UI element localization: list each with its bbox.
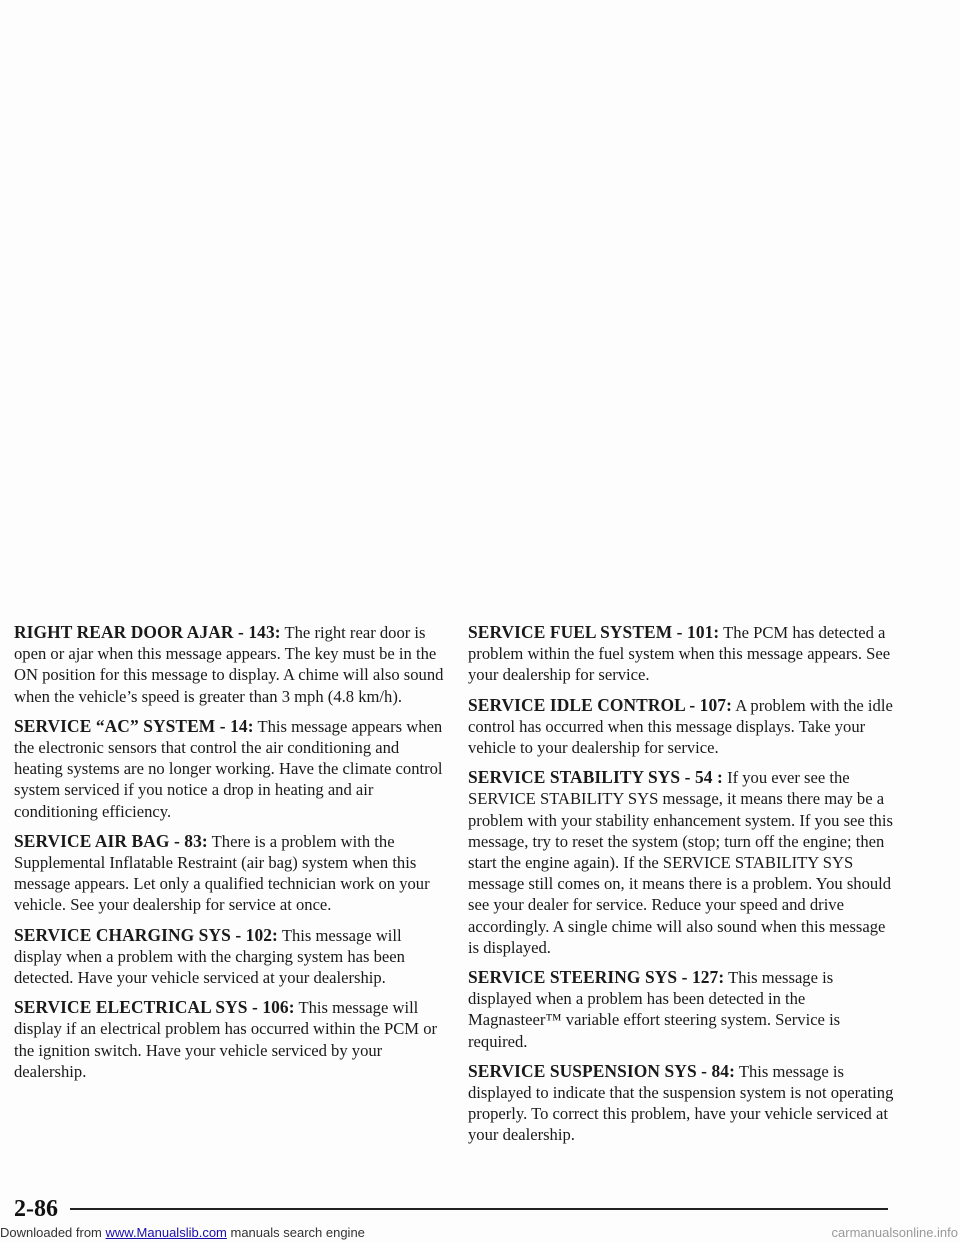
message-entry	[14, 716, 444, 822]
manualslib-link[interactable]: www.Manualslib.com	[105, 1225, 227, 1240]
watermark-text: carmanualsonline.info	[831, 1225, 958, 1240]
message-description: This message is displayed when a problem has been detected in the Magnasteer™ variable effort steering system. Service is required.	[468, 968, 841, 1051]
message-entry	[14, 622, 444, 707]
message-heading: SERVICE STEERING SYS - 127:	[468, 967, 725, 988]
message-heading: SERVICE AIR BAG - 83:	[14, 830, 208, 851]
message-description: This message appears when the electronic sensors that control the air conditioning and heating systems are no longer working. Have the climate control system serviced if you notice a drop in heating and air conditioning efficiency.	[14, 716, 443, 821]
message-entry	[468, 622, 898, 686]
message-heading: SERVICE FUEL SYSTEM - 101:	[468, 622, 720, 642]
message-description: A problem with the idle control has occurred when this message displays. Take your vehicle to your dealership for service.	[468, 695, 893, 758]
message-description: If you ever see the SERVICE STABILITY SYS message, it means there may be a problem with your stability enhancement system. If you see this message, try to reset the system (stop; turn off the engine; then start the engine again). If the SERVICE STABILITY SYS message still comes on, it means there is a problem. You should see your dealer for service. Reduce your speed and drive accordingly. A single chime will also sound when this message is displayed.	[468, 768, 893, 957]
message-description: This message is displayed to indicate that the suspension system is not operating properly. To correct this problem, have your vehicle serviced at your dealership.	[468, 1061, 894, 1145]
message-description: The right rear door is open or ajar when this message appears. The key must be in the ON position for this message to display. A chime will also sound when the vehicle’s speed is greater than 3 mph (4.8 km/h).	[14, 623, 444, 706]
message-heading: SERVICE “AC” SYSTEM - 14:	[14, 715, 254, 736]
message-entry	[468, 967, 898, 1052]
message-heading: SERVICE CHARGING SYS - 102:	[14, 924, 278, 945]
message-entry	[14, 925, 444, 989]
footer-suffix: manuals search engine	[226, 1225, 365, 1240]
message-heading: SERVICE IDLE CONTROL - 107:	[468, 694, 732, 715]
message-heading: SERVICE STABILITY SYS - 54 :	[468, 767, 723, 788]
message-heading: RIGHT REAR DOOR AJAR - 143:	[14, 622, 281, 642]
left-column	[14, 622, 444, 1091]
message-heading: SERVICE ELECTRICAL SYS - 106:	[14, 997, 295, 1018]
message-description: The PCM has detected a problem within the fuel system when this message appears. See your dealership for service.	[468, 623, 891, 685]
message-entry	[468, 1061, 898, 1146]
message-entry	[14, 997, 444, 1082]
message-description: There is a problem with the Supplemental Inflatable Restraint (air bag) system when this message appears. Let only a qualified technician work on your vehicle. See your dealership for service at once.	[14, 831, 430, 915]
message-entry	[468, 767, 898, 958]
footer-rule-divider	[70, 1208, 888, 1210]
message-entry	[468, 695, 898, 759]
message-heading: SERVICE SUSPENSION SYS - 84:	[468, 1060, 735, 1081]
message-description: This message will display when a problem with the charging system has been detected. Have your vehicle serviced at your dealership.	[14, 925, 405, 988]
download-footer	[0, 1224, 960, 1242]
footer-prefix: Downloaded from	[0, 1225, 106, 1240]
message-entry	[14, 831, 444, 916]
right-column	[468, 622, 898, 1155]
message-description: This message will display if an electrical problem has occurred within the PCM or the ignition switch. Have your vehicle serviced by your dealership.	[14, 998, 438, 1081]
page-number: 2-86	[14, 1196, 58, 1222]
